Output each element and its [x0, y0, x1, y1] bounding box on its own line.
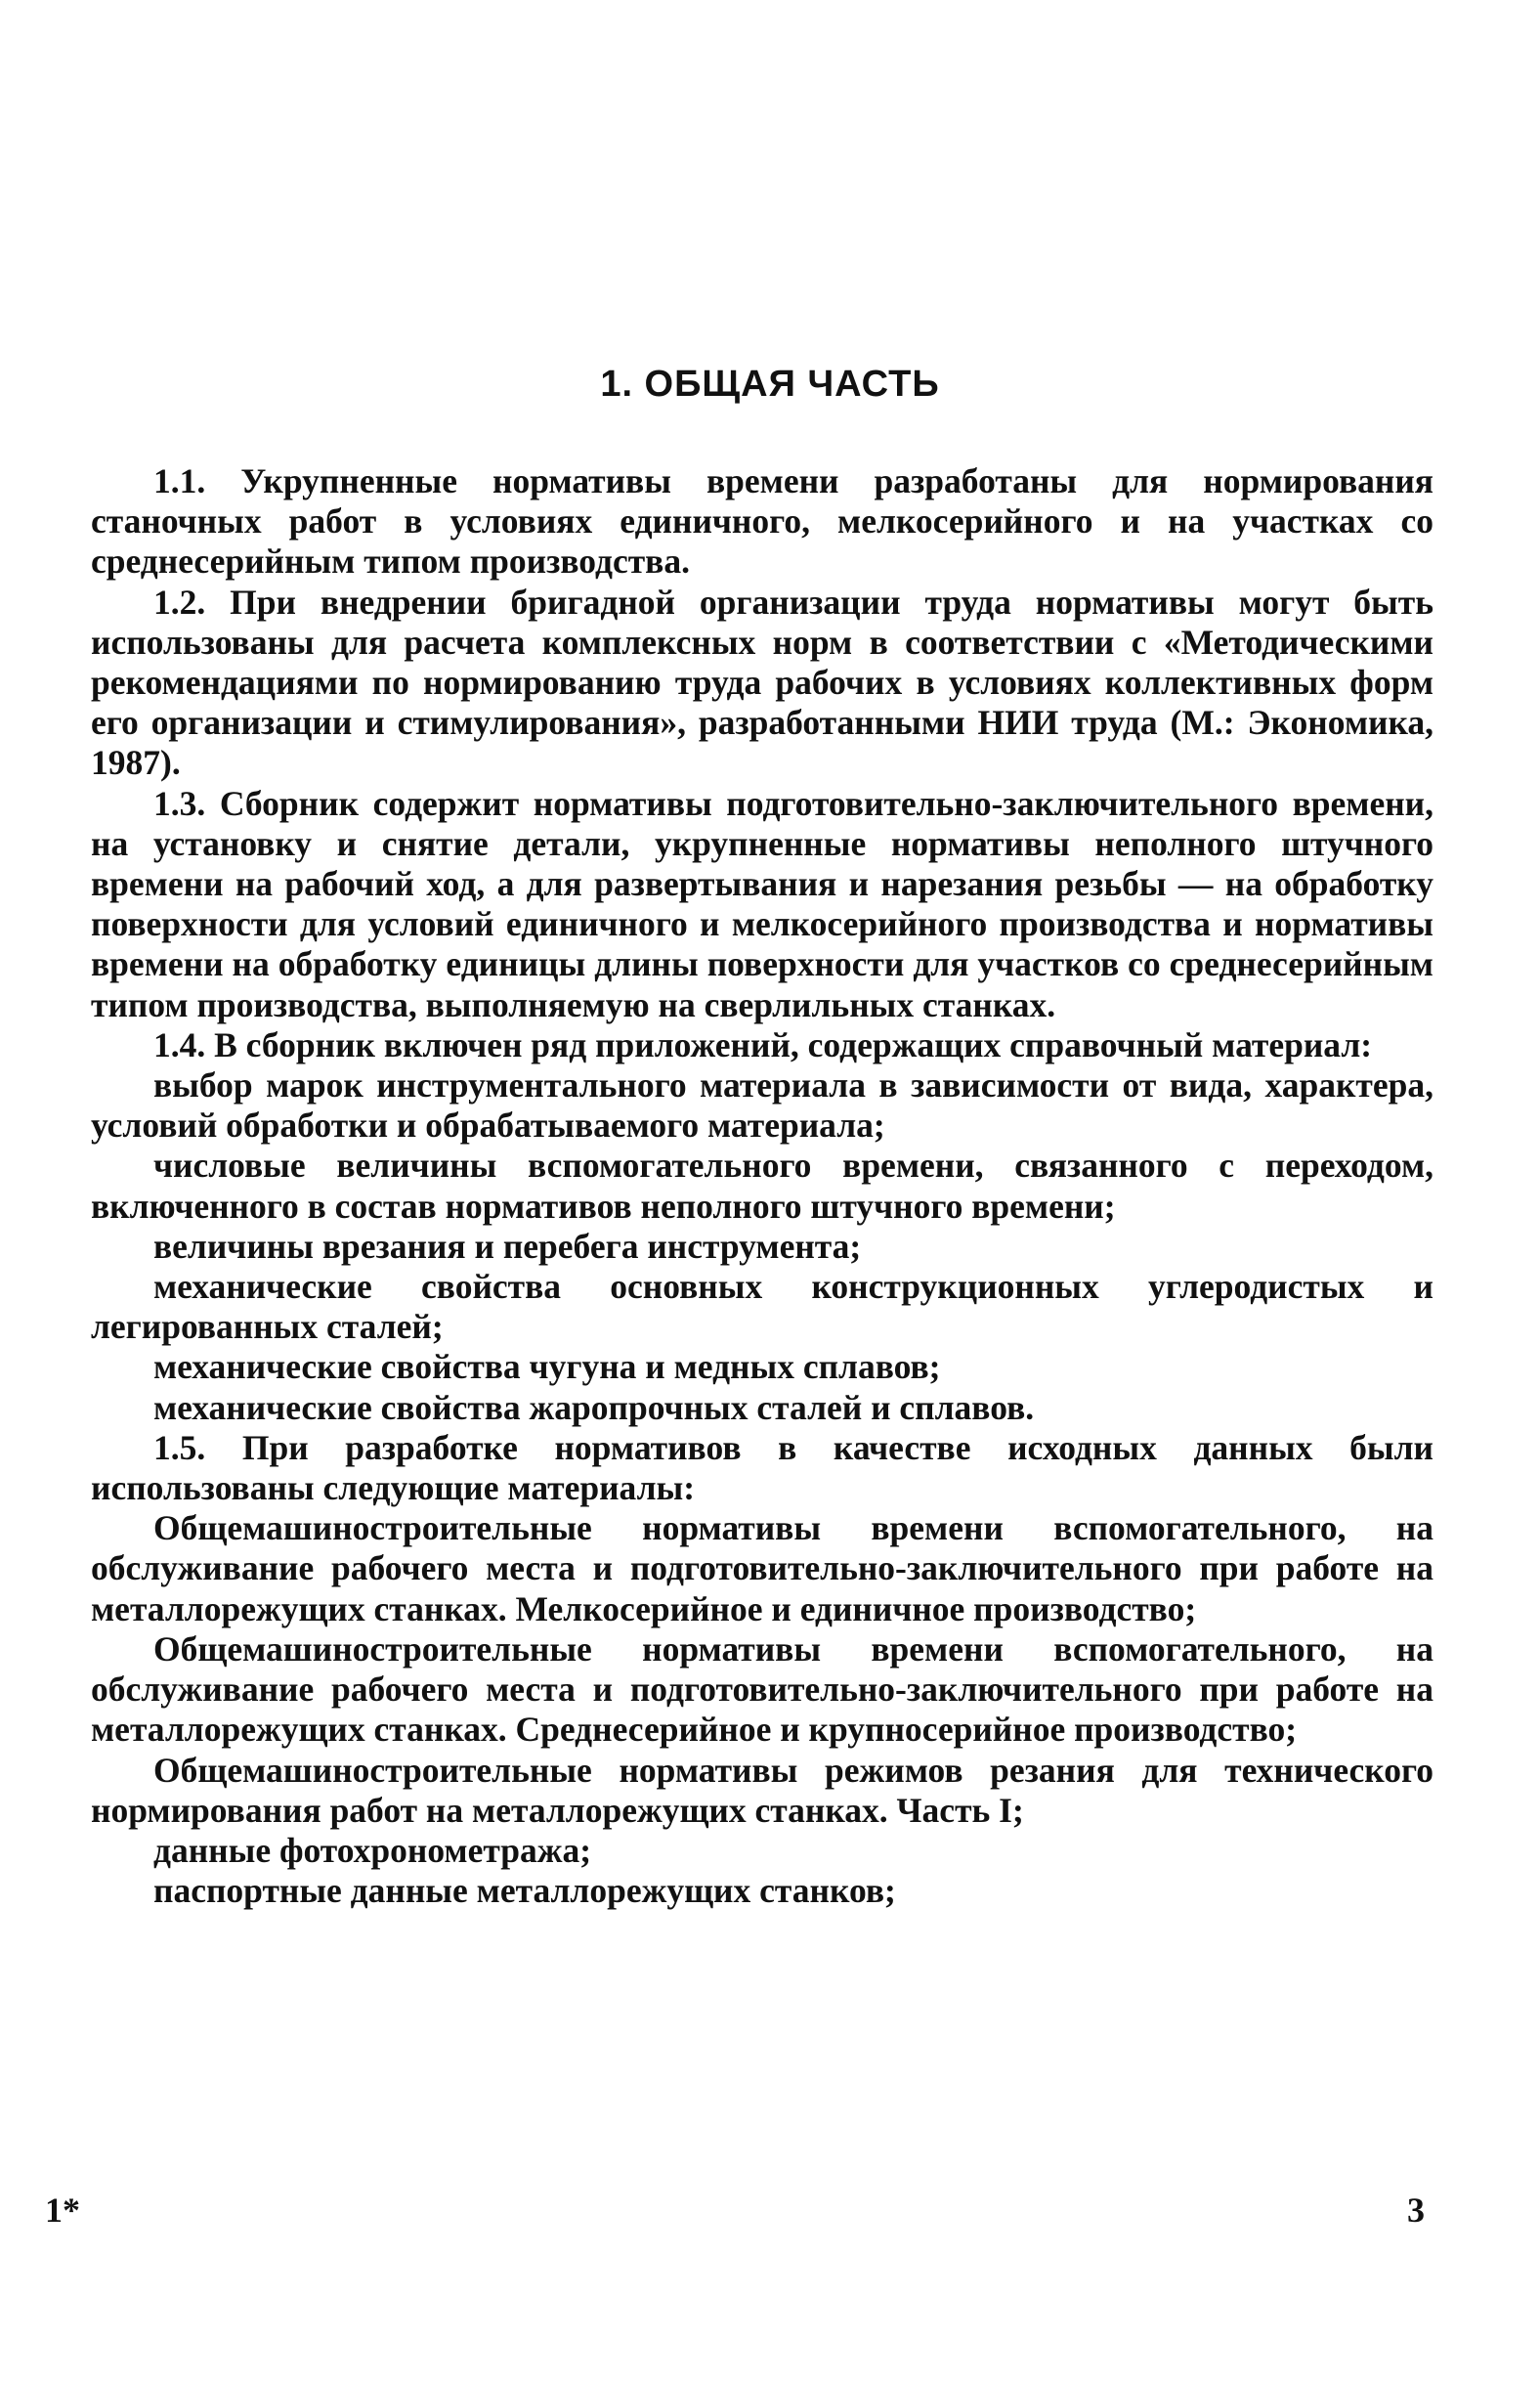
signature-mark: 1*	[45, 2190, 80, 2230]
page-number: 3	[1407, 2190, 1425, 2230]
list-item: механические свойства жаропрочных сталей и сплавов.	[153, 1387, 1035, 1427]
paragraph-1-5: 1.5. При разработке нормативов в качестве исходных данных были использованы следующие материалы:	[91, 1427, 1433, 1508]
list-item: Общемашиностроительные нормативы режимов резания для технического нормирования работ на металлорежущих станках. Часть I;	[91, 1750, 1433, 1830]
list-item: Общемашиностроительные нормативы времени вспомогательного, на обслуживание рабочего места и подготовительно-заключительного при работе на металлорежущих станках. Мелкосерийное и единичное производство;	[91, 1508, 1433, 1628]
list-item: механические свойства чугуна и медных сплавов;	[153, 1347, 941, 1387]
list-item: данные фотохронометража;	[153, 1830, 592, 1870]
list-item: выбор марок инструментального материала в зависимости от вида, характера, условий обработки и обрабатываемого материала;	[91, 1065, 1433, 1146]
list-item: числовые величины вспомогательного времени, связанного с переходом, включенного в состав нормативов неполного штучного времени;	[91, 1146, 1433, 1226]
list-item: механические свойства основных конструкционных углеродистых и легированных сталей;	[91, 1267, 1433, 1347]
section-title: 1. ОБЩАЯ ЧАСТЬ	[600, 364, 940, 405]
list-item: Общемашиностроительные нормативы времени вспомогательного, на обслуживание рабочего места и подготовительно-заключительного при работе на металлорежущих станках. Среднесерийное и крупносерийное производство;	[91, 1628, 1433, 1750]
paragraph-1-3: 1.3. Сборник содержит нормативы подготовительно-заключительного времени, на установку и снятие детали, укрупненные нормативы неполного штучного времени на рабочий ход, а для развертывания и нарезания резьбы — на обработку поверхности для условий единичного и мелкосерийного производства и нормативы времени на обработку единицы длины поверхности для участков со среднесерийным типом производства, выполняемую на сверлильных станках.	[91, 783, 1433, 1024]
list-item: величины врезания и перебега инструмента;	[153, 1226, 862, 1266]
paragraph-1-4: 1.4. В сборник включен ряд приложений, содержащих справочный материал:	[153, 1024, 1373, 1064]
body-text	[91, 461, 1433, 1911]
paragraph-1-2: 1.2. При внедрении бригадной организации труда нормативы могут быть использованы для расчета комплексных норм в соответствии с «Методическими рекомендациями по нормированию труда рабочих в условиях коллективных форм его организации и стимулирования», разработанными НИИ труда (М.: Экономика, 1987).	[91, 582, 1433, 783]
paragraph-1-1: 1.1. Укрупненные нормативы времени разработаны для нормирования станочных работ в условиях единичного, мелкосерийного и на участках со среднесерийным типом производства.	[91, 461, 1433, 582]
list-item: паспортные данные металлорежущих станков;	[153, 1871, 896, 1911]
